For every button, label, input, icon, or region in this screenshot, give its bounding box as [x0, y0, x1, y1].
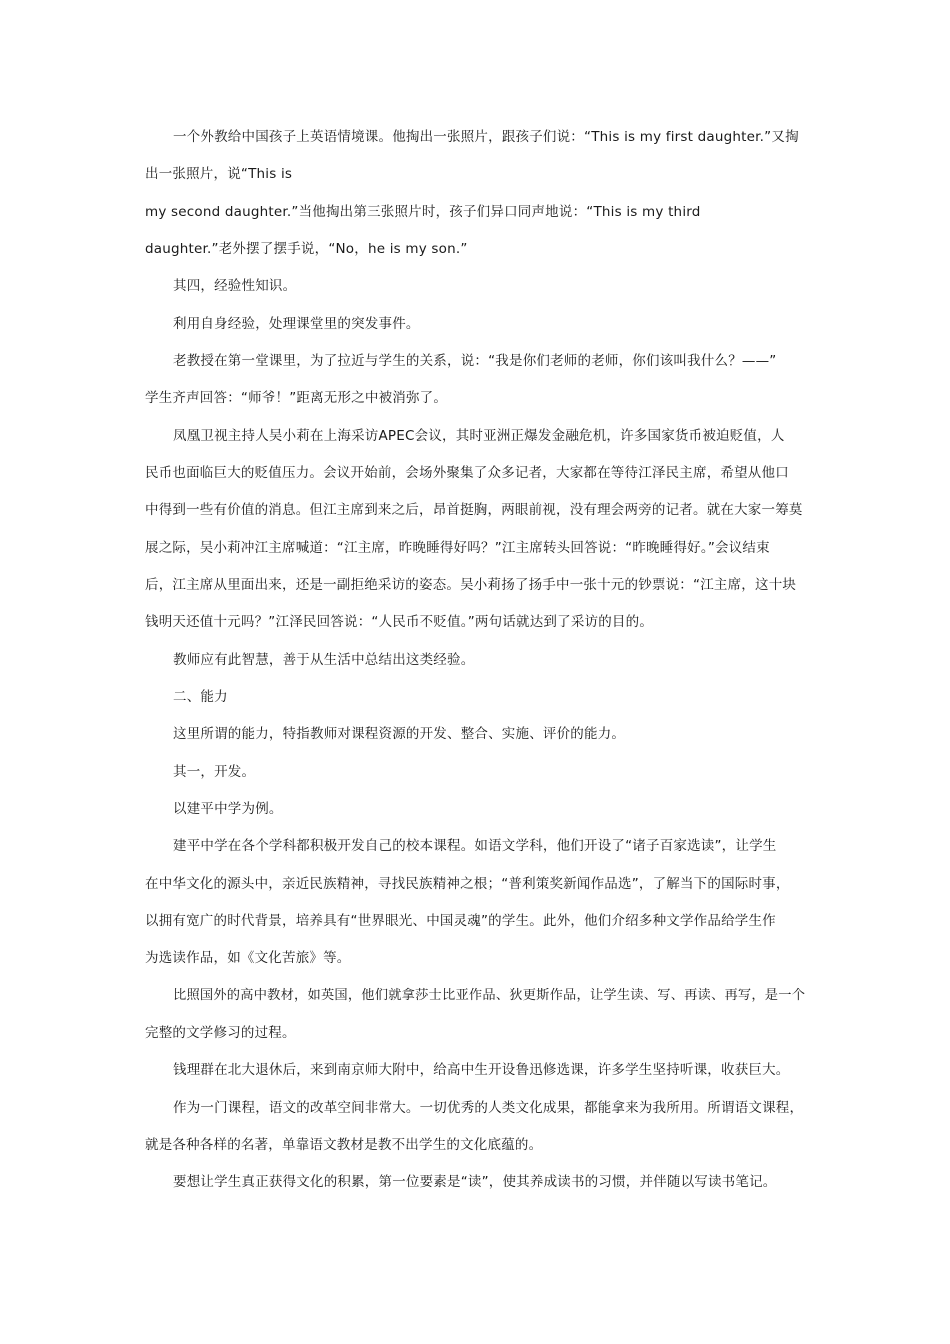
text-line: 其四，经验性知识。	[173, 278, 297, 294]
text-line: 要想让学生真正获得文化的积累，第一位要素是“读”，使其养成读书的习惯，并伴随以写读书笔记。	[173, 1174, 777, 1190]
text-line: 就是各种各样的名著，单靠语文教材是教不出学生的文化底蕴的。	[145, 1137, 543, 1153]
text-line: 作为一门课程，语文的改革空间非常大。一切优秀的人类文化成果，都能拿来为我所用。所谓语文课程，	[173, 1100, 804, 1116]
text-line: 以建平中学为例。	[173, 801, 283, 817]
text-line: daughter.”老外摆了摆手说，“No，he is my son.”	[145, 241, 468, 257]
text-line: 其一，开发。	[173, 764, 256, 780]
text-line: 建平中学在各个学科都积极开发自己的校本课程。如语文学科，他们开设了“诸子百家选读”，让学生	[173, 838, 777, 854]
text-line: 钱理群在北大退休后，来到南京师大附中，给高中生开设鲁迅修选课，许多学生坚持听课，收获巨大。	[173, 1062, 790, 1078]
text-line: 这里所谓的能力，特指教师对课程资源的开发、整合、实施、评价的能力。	[173, 726, 626, 742]
text-line: 为选读作品，如《文化苦旅》等。	[145, 950, 351, 966]
text-line: 钱明天还值十元吗？”江泽民回答说：“人民币不贬值。”两句话就达到了采访的目的。	[145, 614, 654, 630]
text-line: my second daughter.”当他掏出第三张照片时，孩子们异口同声地说：“This is my third	[145, 204, 701, 220]
text-line: 民币也面临巨大的贬值压力。会议开始前，会场外聚集了众多记者，大家都在等待江泽民主席，希望从他口	[145, 465, 789, 481]
text-line: 老教授在第一堂课里，为了拉近与学生的关系，说：“我是你们老师的老师，你们该叫我什么？——”	[173, 353, 777, 369]
text-line: 在中华文化的源头中，亲近民族精神，寻找民族精神之根；“普利策奖新闻作品选”，了解当下的国际时事，	[145, 876, 790, 892]
text-line: 后，江主席从里面出来，还是一副拒绝采访的姿态。吴小莉扬了扬手中一张十元的钞票说：“江主席，这十块	[145, 577, 797, 593]
text-line: 教师应有此智慧，善于从生活中总结出这类经验。	[173, 652, 475, 668]
text-line: 利用自身经验，处理课堂里的突发事件。	[173, 316, 420, 332]
text-line: 比照国外的高中教材，如英国，他们就拿莎士比亚作品、狄更斯作品，让学生读、写、再读、再写，是一个	[173, 988, 806, 1003]
text-line: 展之际，吴小莉冲江主席喊道：“江主席，昨晚睡得好吗？”江主席转头回答说：“昨晚睡得好。”会议结束	[145, 540, 770, 556]
text-line: 中得到一些有价值的消息。但江主席到来之后，昂首挺胸，两眼前视，没有理会两旁的记者。就在大家一筹莫	[145, 502, 803, 518]
text-line: 一个外教给中国孩子上英语情境课。他掏出一张照片，跟孩子们说：“This is my first daughter.”又掏	[173, 129, 799, 145]
text-line: 完整的文学修习的过程。	[145, 1025, 296, 1041]
section-heading: 二、能力	[173, 689, 228, 705]
text-line: 凤凰卫视主持人吴小莉在上海采访APEC会议，其时亚洲正爆发金融危机，许多国家货币被迫贬值，人	[173, 428, 785, 444]
text-line: 以拥有宽广的时代背景，培养具有“世界眼光、中国灵魂”的学生。此外，他们介绍多种文学作品给学生作	[145, 913, 776, 929]
text-line: 学生齐声回答：“师爷！”距离无形之中被消弥了。	[145, 390, 448, 406]
text-line: 出一张照片，说“This is	[145, 166, 293, 182]
